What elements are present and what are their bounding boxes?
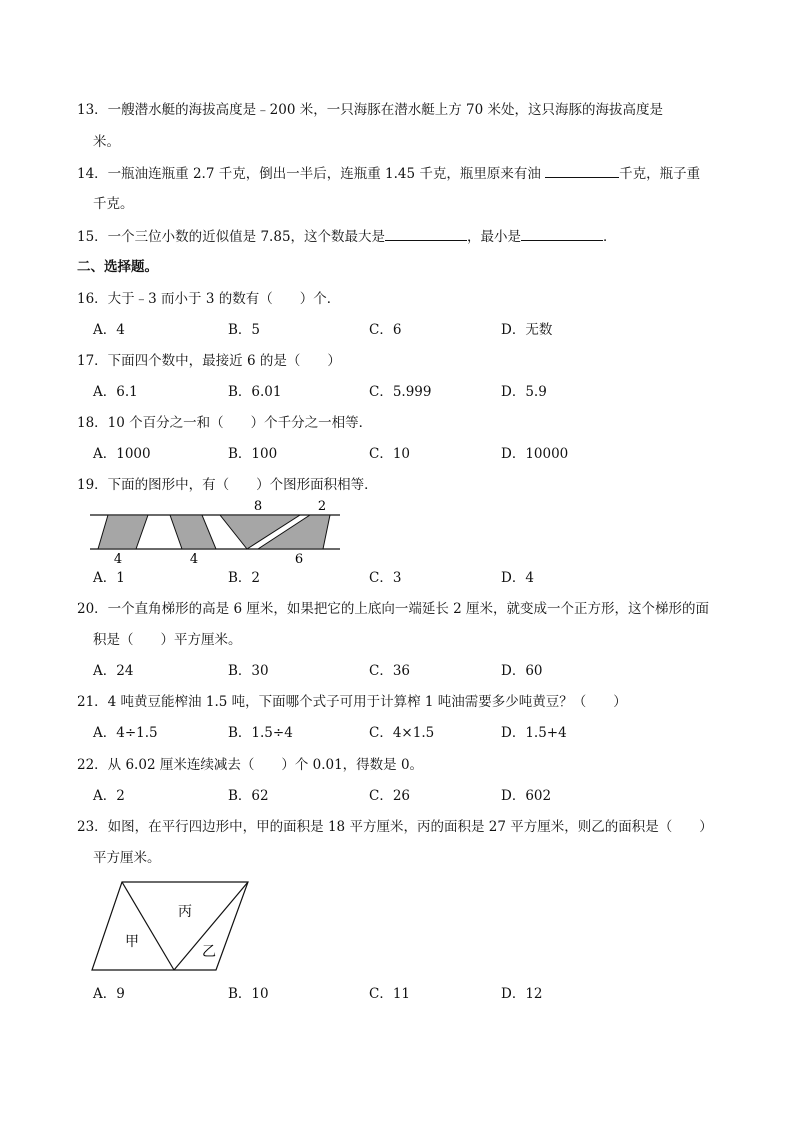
q16-option-c[interactable]: C．6 (369, 322, 402, 338)
q22-option-d[interactable]: D．602 (501, 788, 552, 804)
q22-option-b[interactable]: B．62 (228, 788, 269, 804)
q23-diagonal-left (122, 882, 174, 970)
q21-option-a[interactable]: A．4÷1.5 (93, 725, 158, 741)
q13-line2: 米。 (93, 134, 120, 150)
q18-option-d[interactable]: D．10000 (501, 446, 569, 462)
q21-option-d[interactable]: D．1.5+4 (501, 725, 567, 741)
q16-text: 16．大于﹣3 而小于 3 的数有（ ）个． (77, 291, 341, 307)
q22-option-c[interactable]: C．26 (369, 788, 411, 804)
q19-text: 19．下面的图形中，有（ ）个图形面积相等． (77, 477, 378, 493)
q23-figure (90, 876, 252, 976)
q23-option-d[interactable]: D．12 (501, 986, 543, 1002)
q21-option-c[interactable]: C．4×1.5 (369, 725, 435, 741)
q20-option-d[interactable]: D．60 (501, 663, 543, 679)
q14-part2: 千克，瓶子重 (619, 166, 701, 182)
q16-option-d[interactable]: D．无数 (501, 322, 553, 338)
q20-option-a[interactable]: A．24 (93, 663, 134, 679)
q23-label-yi: 乙 (202, 944, 216, 960)
q17-option-a[interactable]: A．6.1 (93, 384, 138, 400)
q23-label-bing: 丙 (178, 904, 192, 920)
q20-line1: 20．一个直角梯形的高是 6 厘米，如果把它的上底向一端延长 2 厘米，就变成一个正方形，这个梯形的面 (77, 601, 710, 617)
q15-part1: 15．一个三位小数的近似值是 7.85，这个数最大是 (77, 229, 386, 245)
q19-label-bottom-3: 6 (294, 552, 304, 567)
q15-part2: ，最小是 (467, 229, 522, 245)
q18-text: 18．10 个百分之一和（ ）个千分之一相等． (77, 415, 373, 431)
q15-blank-max[interactable] (385, 226, 467, 241)
q15-part3: ． (603, 229, 617, 245)
q21-option-b[interactable]: B．1.5÷4 (228, 725, 293, 741)
q14-line1 (77, 163, 700, 184)
q23-line2: 平方厘米。 (93, 850, 161, 866)
q15-blank-min[interactable] (521, 226, 603, 241)
q23-parallelogram (92, 882, 248, 970)
q23-option-a[interactable]: A．9 (93, 986, 125, 1002)
q19-option-c[interactable]: C．3 (369, 570, 402, 586)
q22-option-a[interactable]: A．2 (93, 788, 125, 804)
q18-option-b[interactable]: B．100 (228, 446, 278, 462)
q23-option-c[interactable]: C．11 (369, 986, 411, 1002)
q20-line2: 积是（ ）平方厘米。 (93, 632, 242, 648)
q17-text: 17．下面四个数中，最接近 6 的是（ ） (77, 353, 341, 369)
q13-line1: 13．一艘潜水艇的海拔高度是﹣200 米，一只海豚在潜水艇上方 70 米处，这只海豚的海拔高度是 (77, 102, 663, 118)
q19-figure (90, 497, 342, 567)
q19-shape-parallelogram-1 (98, 515, 148, 549)
q14-part1: 14．一瓶油连瓶重 2.7 千克，倒出一半后，连瓶重 1.45 千克，瓶里原来有油 (77, 166, 546, 182)
q18-option-a[interactable]: A．1000 (93, 446, 151, 462)
q19-label-bottom-1: 4 (113, 552, 123, 567)
q19-label-top-left: 8 (253, 499, 263, 514)
q15-line (77, 226, 617, 247)
q20-option-b[interactable]: B．30 (228, 663, 269, 679)
q17-option-c[interactable]: C．5.999 (369, 384, 432, 400)
q14-line2: 千克。 (93, 196, 134, 212)
q20-option-c[interactable]: C．36 (369, 663, 411, 679)
q22-text: 22．从 6.02 厘米连续减去（ ）个 0.01，得数是 0。 (77, 757, 424, 773)
q19-option-b[interactable]: B．2 (228, 570, 261, 586)
q19-option-d[interactable]: D．4 (501, 570, 534, 586)
q23-option-b[interactable]: B．10 (228, 986, 269, 1002)
q19-option-a[interactable]: A．1 (93, 570, 125, 586)
section-choice-heading: 二、选择题。 (77, 259, 158, 275)
q19-label-top-right: 2 (317, 499, 327, 514)
q16-option-b[interactable]: B．5 (228, 322, 261, 338)
q23-line1: 23．如图，在平行四边形中，甲的面积是 18 平方厘米，丙的面积是 27 平方厘米，则乙的面积是（ ） (77, 819, 713, 835)
q18-option-c[interactable]: C．10 (369, 446, 411, 462)
q17-option-b[interactable]: B．6.01 (228, 384, 282, 400)
q19-shape-parallelogram-2 (170, 515, 216, 549)
q14-blank[interactable] (545, 163, 619, 178)
q16-option-a[interactable]: A．4 (93, 322, 125, 338)
q21-text: 21．4 吨黄豆能榨油 1.5 吨，下面哪个式子可用于计算榨 1 吨油需要多少吨黄豆？（ ） (77, 694, 627, 710)
q23-label-jia: 甲 (125, 934, 139, 950)
q17-option-d[interactable]: D．5.9 (501, 384, 547, 400)
q19-label-bottom-2: 4 (189, 552, 199, 567)
